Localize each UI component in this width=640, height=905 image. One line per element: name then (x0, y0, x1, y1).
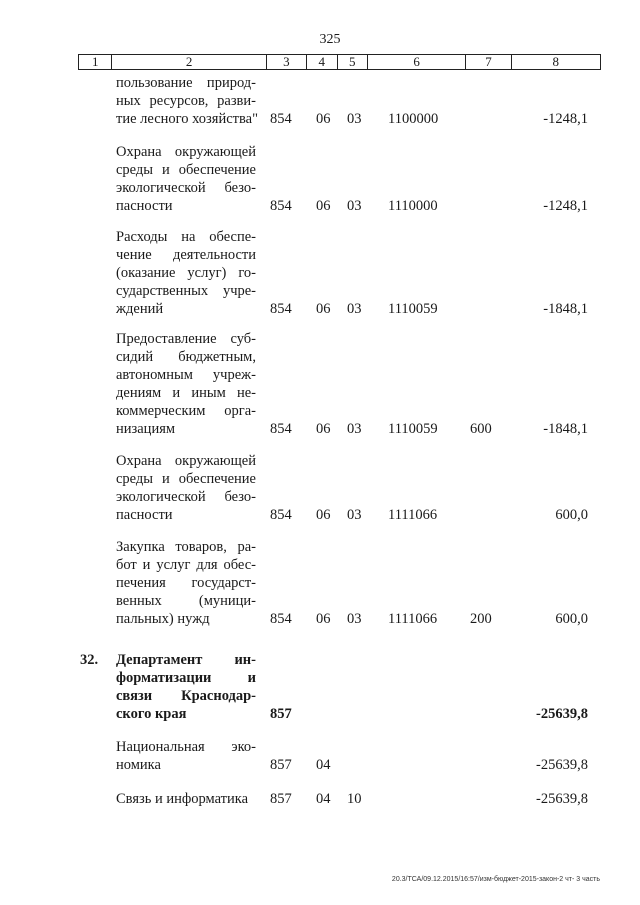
cell-c4: 04 (316, 791, 331, 807)
row-name (116, 738, 256, 774)
row-name-line: пасности (116, 198, 173, 214)
row-name (116, 651, 256, 723)
cell-c8: -25639,8 (536, 791, 588, 807)
row-name (116, 228, 256, 318)
row-name-line: Департамент ин- (116, 652, 256, 668)
cell-c3: 857 (270, 791, 292, 807)
row-name-line: Национальная эко- (116, 739, 256, 755)
header-col-3: 3 (267, 55, 307, 69)
row-name-line: тие лесного хозяйства" (116, 111, 258, 127)
row-name-line: номика (116, 757, 161, 773)
header-col-6: 6 (368, 55, 466, 69)
row-name-line: экологической безо- (116, 180, 256, 196)
row-name-line: коммерческим орга- (116, 403, 256, 419)
row-name (116, 74, 256, 128)
row-name (116, 143, 256, 215)
cell-c8: -1248,1 (543, 198, 588, 214)
cell-c8: -1848,1 (543, 421, 588, 437)
row-name-line: форматизации и (116, 670, 256, 686)
cell-c6: 1110059 (388, 301, 438, 317)
header-col-7: 7 (466, 55, 511, 69)
header-col-1: 1 (79, 55, 112, 69)
row-name-line: сидий бюджетным, (116, 349, 256, 365)
cell-c3: 854 (270, 507, 292, 523)
row-name-line: автономным учреж- (116, 367, 256, 383)
row-name-line: ных ресурсов, разви- (116, 93, 256, 109)
row-name-line: дениям и иным не- (116, 385, 256, 401)
row-name-line: среды и обеспечение (116, 471, 256, 487)
row-name-line: сударственных учре- (116, 283, 256, 299)
footer-note: 20.3/ТСА/09.12.2015/16:57/изм-бюджет-2015-закон-2 чт- 3 часть (391, 876, 600, 883)
cell-c7: 600 (470, 421, 492, 437)
header-col-8: 8 (552, 54, 560, 69)
cell-c4: 06 (316, 301, 331, 317)
cell-c5: 03 (347, 198, 362, 214)
cell-c4: 06 (316, 507, 331, 523)
cell-c5: 03 (347, 421, 362, 437)
row-name-line: венных (муници- (116, 593, 256, 609)
row-name-line: пользование природ- (116, 75, 256, 91)
cell-c6: 1110059 (388, 421, 438, 437)
row-name (116, 330, 256, 438)
cell-c3: 857 (270, 706, 292, 722)
row-name-line: пасности (116, 507, 173, 523)
cell-c8: 600,0 (555, 611, 588, 627)
cell-c3: 854 (270, 611, 292, 627)
cell-c5: 03 (347, 111, 362, 127)
cell-c3: 857 (270, 757, 292, 773)
cell-c5: 10 (347, 791, 362, 807)
row-name-line: чение деятельности (116, 247, 256, 263)
cell-c4: 04 (316, 757, 331, 773)
cell-c5: 03 (347, 507, 362, 523)
cell-c6: 1111066 (388, 507, 438, 523)
row-name-line: экологической безо- (116, 489, 256, 505)
row-number: 32. (80, 652, 99, 668)
cell-c6: 1111066 (388, 611, 438, 627)
header-col-2: 2 (112, 55, 266, 69)
row-name-line: среды и обеспечение (116, 162, 256, 178)
cell-c5: 03 (347, 611, 362, 627)
cell-c4: 06 (316, 111, 331, 127)
row-name-line: Охрана окружающей (116, 144, 256, 160)
cell-c3: 854 (270, 301, 292, 317)
cell-c8: -25639,8 (536, 706, 588, 722)
row-name-line: бот и услуг для обес- (116, 557, 256, 573)
cell-c3: 854 (270, 198, 292, 214)
cell-c4: 06 (316, 421, 331, 437)
cell-c7: 200 (470, 611, 492, 627)
row-name-line: Закупка товаров, ра- (116, 539, 256, 555)
row-name (116, 790, 256, 808)
row-name-line: Связь и информатика (116, 791, 249, 807)
cell-c8: -1848,1 (543, 301, 588, 317)
page-number: 325 (319, 32, 341, 47)
row-name-line: ского края (116, 706, 187, 722)
cell-c4: 06 (316, 198, 331, 214)
row-name (116, 538, 256, 628)
cell-c8: -1248,1 (543, 111, 588, 127)
row-name-line: низациям (116, 421, 176, 437)
row-name-line: ждений (116, 301, 164, 317)
row-name (116, 452, 256, 524)
cell-c3: 854 (270, 421, 292, 437)
table-header (78, 54, 601, 70)
cell-c3: 854 (270, 111, 292, 127)
row-name-line: Охрана окружающей (116, 453, 256, 469)
cell-c8: 600,0 (555, 507, 588, 523)
cell-c5: 03 (347, 301, 362, 317)
cell-c4: 06 (316, 611, 331, 627)
cell-c6: 1110000 (388, 198, 438, 214)
row-name-line: пальных) нужд (116, 611, 210, 627)
row-name-line: Предоставление суб- (116, 331, 256, 347)
row-name-line: (оказание услуг) го- (116, 265, 256, 281)
cell-c6: 1100000 (388, 111, 439, 127)
cell-c8: -25639,8 (536, 757, 588, 773)
row-name-line: Расходы на обеспе- (116, 229, 256, 245)
header-col-4: 4 (307, 55, 337, 69)
row-name-line: связи Краснодар- (116, 688, 256, 704)
header-col-5: 5 (338, 55, 368, 69)
row-name-line: печения государст- (116, 575, 256, 591)
